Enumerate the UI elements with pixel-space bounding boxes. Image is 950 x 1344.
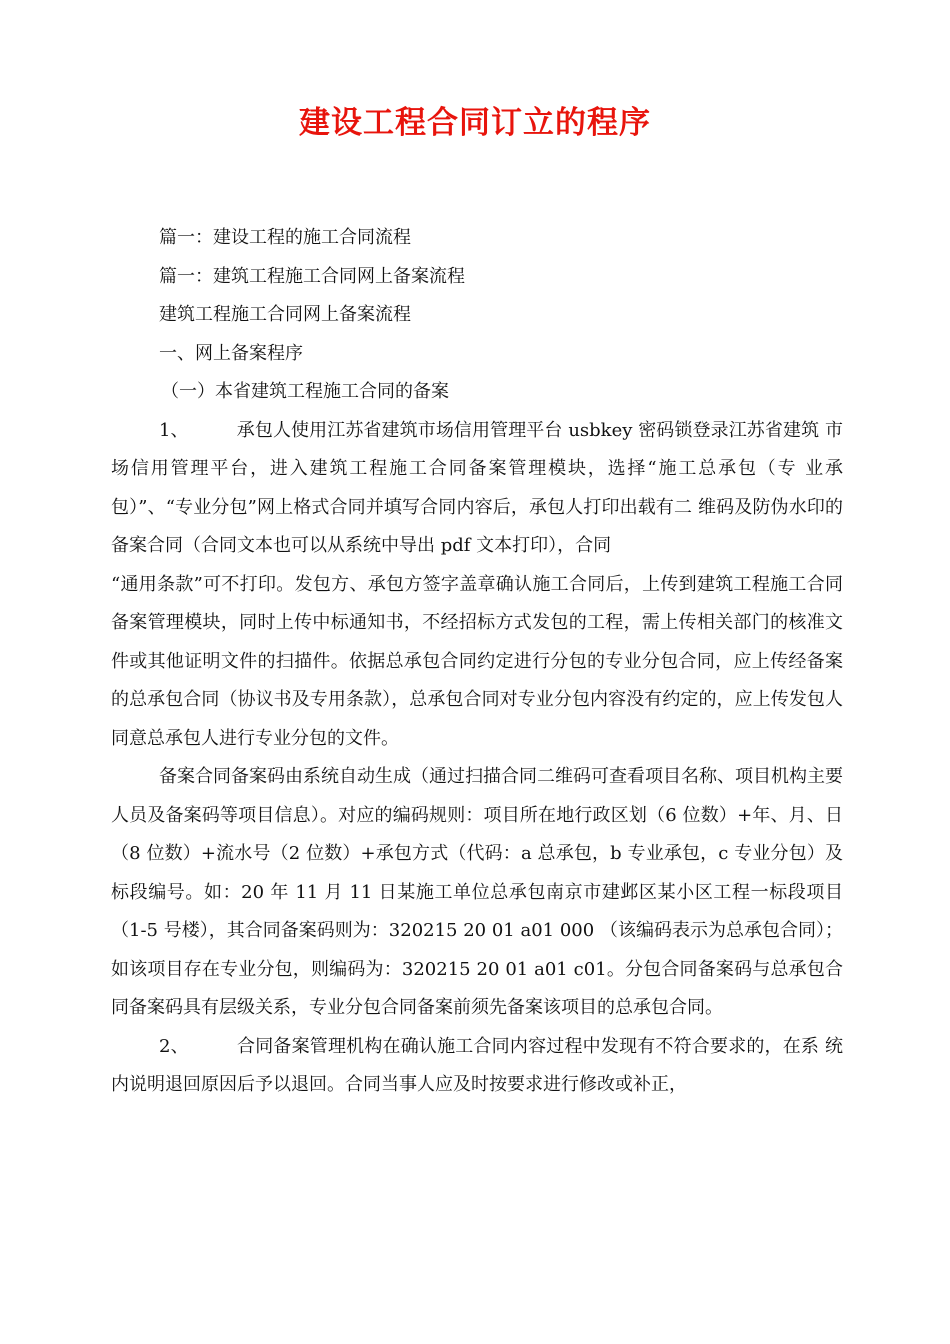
document-body: [111, 219, 843, 1105]
step-2-number: 2、: [159, 1035, 189, 1057]
heading-part-one: 篇一：建设工程的施工合同流程: [159, 227, 411, 248]
paragraph-step-1: [111, 412, 843, 566]
document-title: 建设工程合同订立的程序: [299, 105, 651, 141]
heading-process: 建筑工程施工合同网上备案流程: [159, 304, 411, 325]
paragraph-step-2: [111, 1028, 843, 1105]
step-1-text: 承包人使用江苏省建筑市场信用管理平台 usbkey 密码锁登录江苏省建筑 市场信用管理平台，进入建筑工程施工合同备案管理模块，选择“施工总承包（专 业承包）”、“专业分包”网上格式合同并填写合同内容后，承包人打印出载有二 维码及防伪水印的备案合同（合同文本也可以从系统中导出 pdf 文本打印），合同: [111, 419, 844, 556]
step-2-text: 合同备案管理机构在确认施工合同内容过程中发现有不符合要求的，在系 统内说明退回原因后予以退回。合同当事人应及时按要求进行修改或补正，: [111, 1035, 844, 1095]
heading-provincial-filing: （一）本省建筑工程施工合同的备案: [161, 381, 449, 402]
paragraph-filing-code: 备案合同备案码由系统自动生成（通过扫描合同二维码可查看项目名称、项目机构主要人员及备案码等项目信息）。对应的编码规则：项目所在地行政区划（6 位数）+年、月、日（8 位数）+流水号（2 位数）+承包方式（代码：a 总承包，b 专业承包，c 专业分包）及标段编号。如：20 年 11 月 11 日某施工单位总承包南京市建邺区某小区工程一标段项目（1-5 号楼），其合同备案码则为：320215 20 01 a01 000 （该编码表示为总承包合同）；如该项目存在专业分包，则编码为：320215 20 01 a01 c01。分包合同备案码与总承包合同备案码具有层级关系，专业分包合同备案前须先备案该项目的总承包合同。: [111, 766, 843, 1018]
heading-part-one-b: 篇一：建筑工程施工合同网上备案流程: [159, 265, 465, 287]
heading-online-filing: 一、网上备案程序: [159, 342, 303, 364]
step-1-number: 1、: [159, 419, 189, 441]
paragraph-general-terms: “通用条款”可不打印。发包方、承包方签字盖章确认施工合同后，上传到建筑工程施工合同备案管理模块，同时上传中标通知书，不经招标方式发包的工程，需上传相关部门的核准文件或其他证明文件的扫描件。依据总承包合同约定进行分包的专业分包合同，应上传经备案的总承包合同（协议书及专用条款），总承包合同对专业分包内容没有约定的，应上传发包人同意总承包人进行专业分包的文件。: [111, 573, 843, 749]
